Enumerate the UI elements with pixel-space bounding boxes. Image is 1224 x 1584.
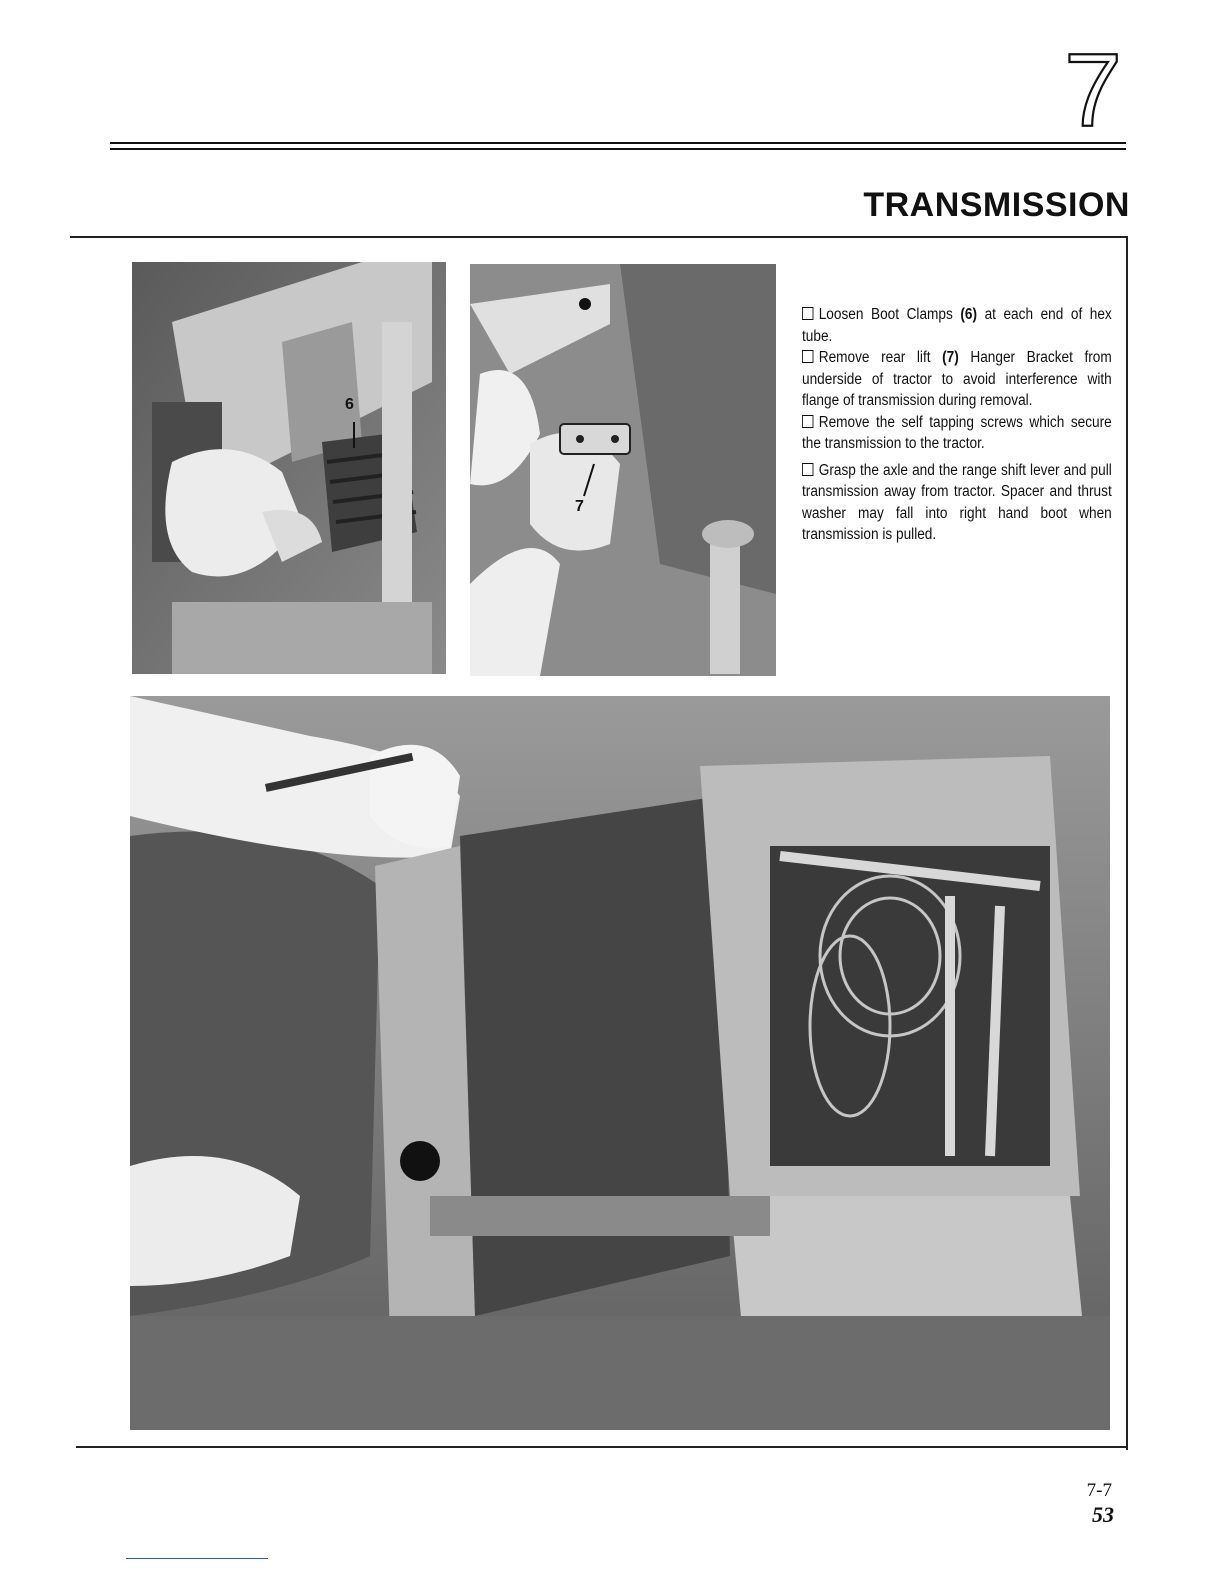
photo-boot-clamps <box>132 262 446 674</box>
checkbox-icon <box>802 463 813 476</box>
header-rule <box>110 142 1126 152</box>
checkbox-icon <box>802 350 813 363</box>
handwritten-note: 53 <box>1092 1502 1114 1527</box>
footer-underline <box>126 1558 268 1559</box>
instruction-step-4: Grasp the axle and the range shift lever and pull transmission away from tractor. Spacer and thrust washer may fall into right hand boot when transmission is pulled. <box>802 461 1112 543</box>
instruction-step-3: Remove the self tapping screws which secure the transmission to the tractor. <box>802 413 1112 452</box>
page-number: 7-7 <box>1086 1480 1112 1501</box>
frame-bottom-border <box>76 1446 1128 1448</box>
checkbox-icon <box>802 307 813 320</box>
svg-text:7: 7 <box>1064 40 1122 135</box>
frame-right-border <box>1126 236 1128 1450</box>
instruction-list <box>802 304 1112 546</box>
instruction-step-1: Loosen Boot Clamps (6) at each end of hex tube. <box>802 306 1112 345</box>
checkbox-icon <box>802 415 813 428</box>
callout-hanger-bracket: 7 <box>575 498 584 515</box>
photo-hanger-bracket <box>470 264 776 676</box>
frame-top-border <box>70 236 1128 238</box>
instruction-step-2: Remove rear lift (7) Hanger Bracket from underside of tractor to avoid interference with flange of transmission during removal. <box>802 349 1112 409</box>
section-title: TRANSMISSION <box>863 186 1130 224</box>
callout-boot-clamps: 6 <box>345 396 354 413</box>
photo-transmission-removal <box>130 696 1110 1430</box>
chapter-number <box>1058 40 1128 135</box>
